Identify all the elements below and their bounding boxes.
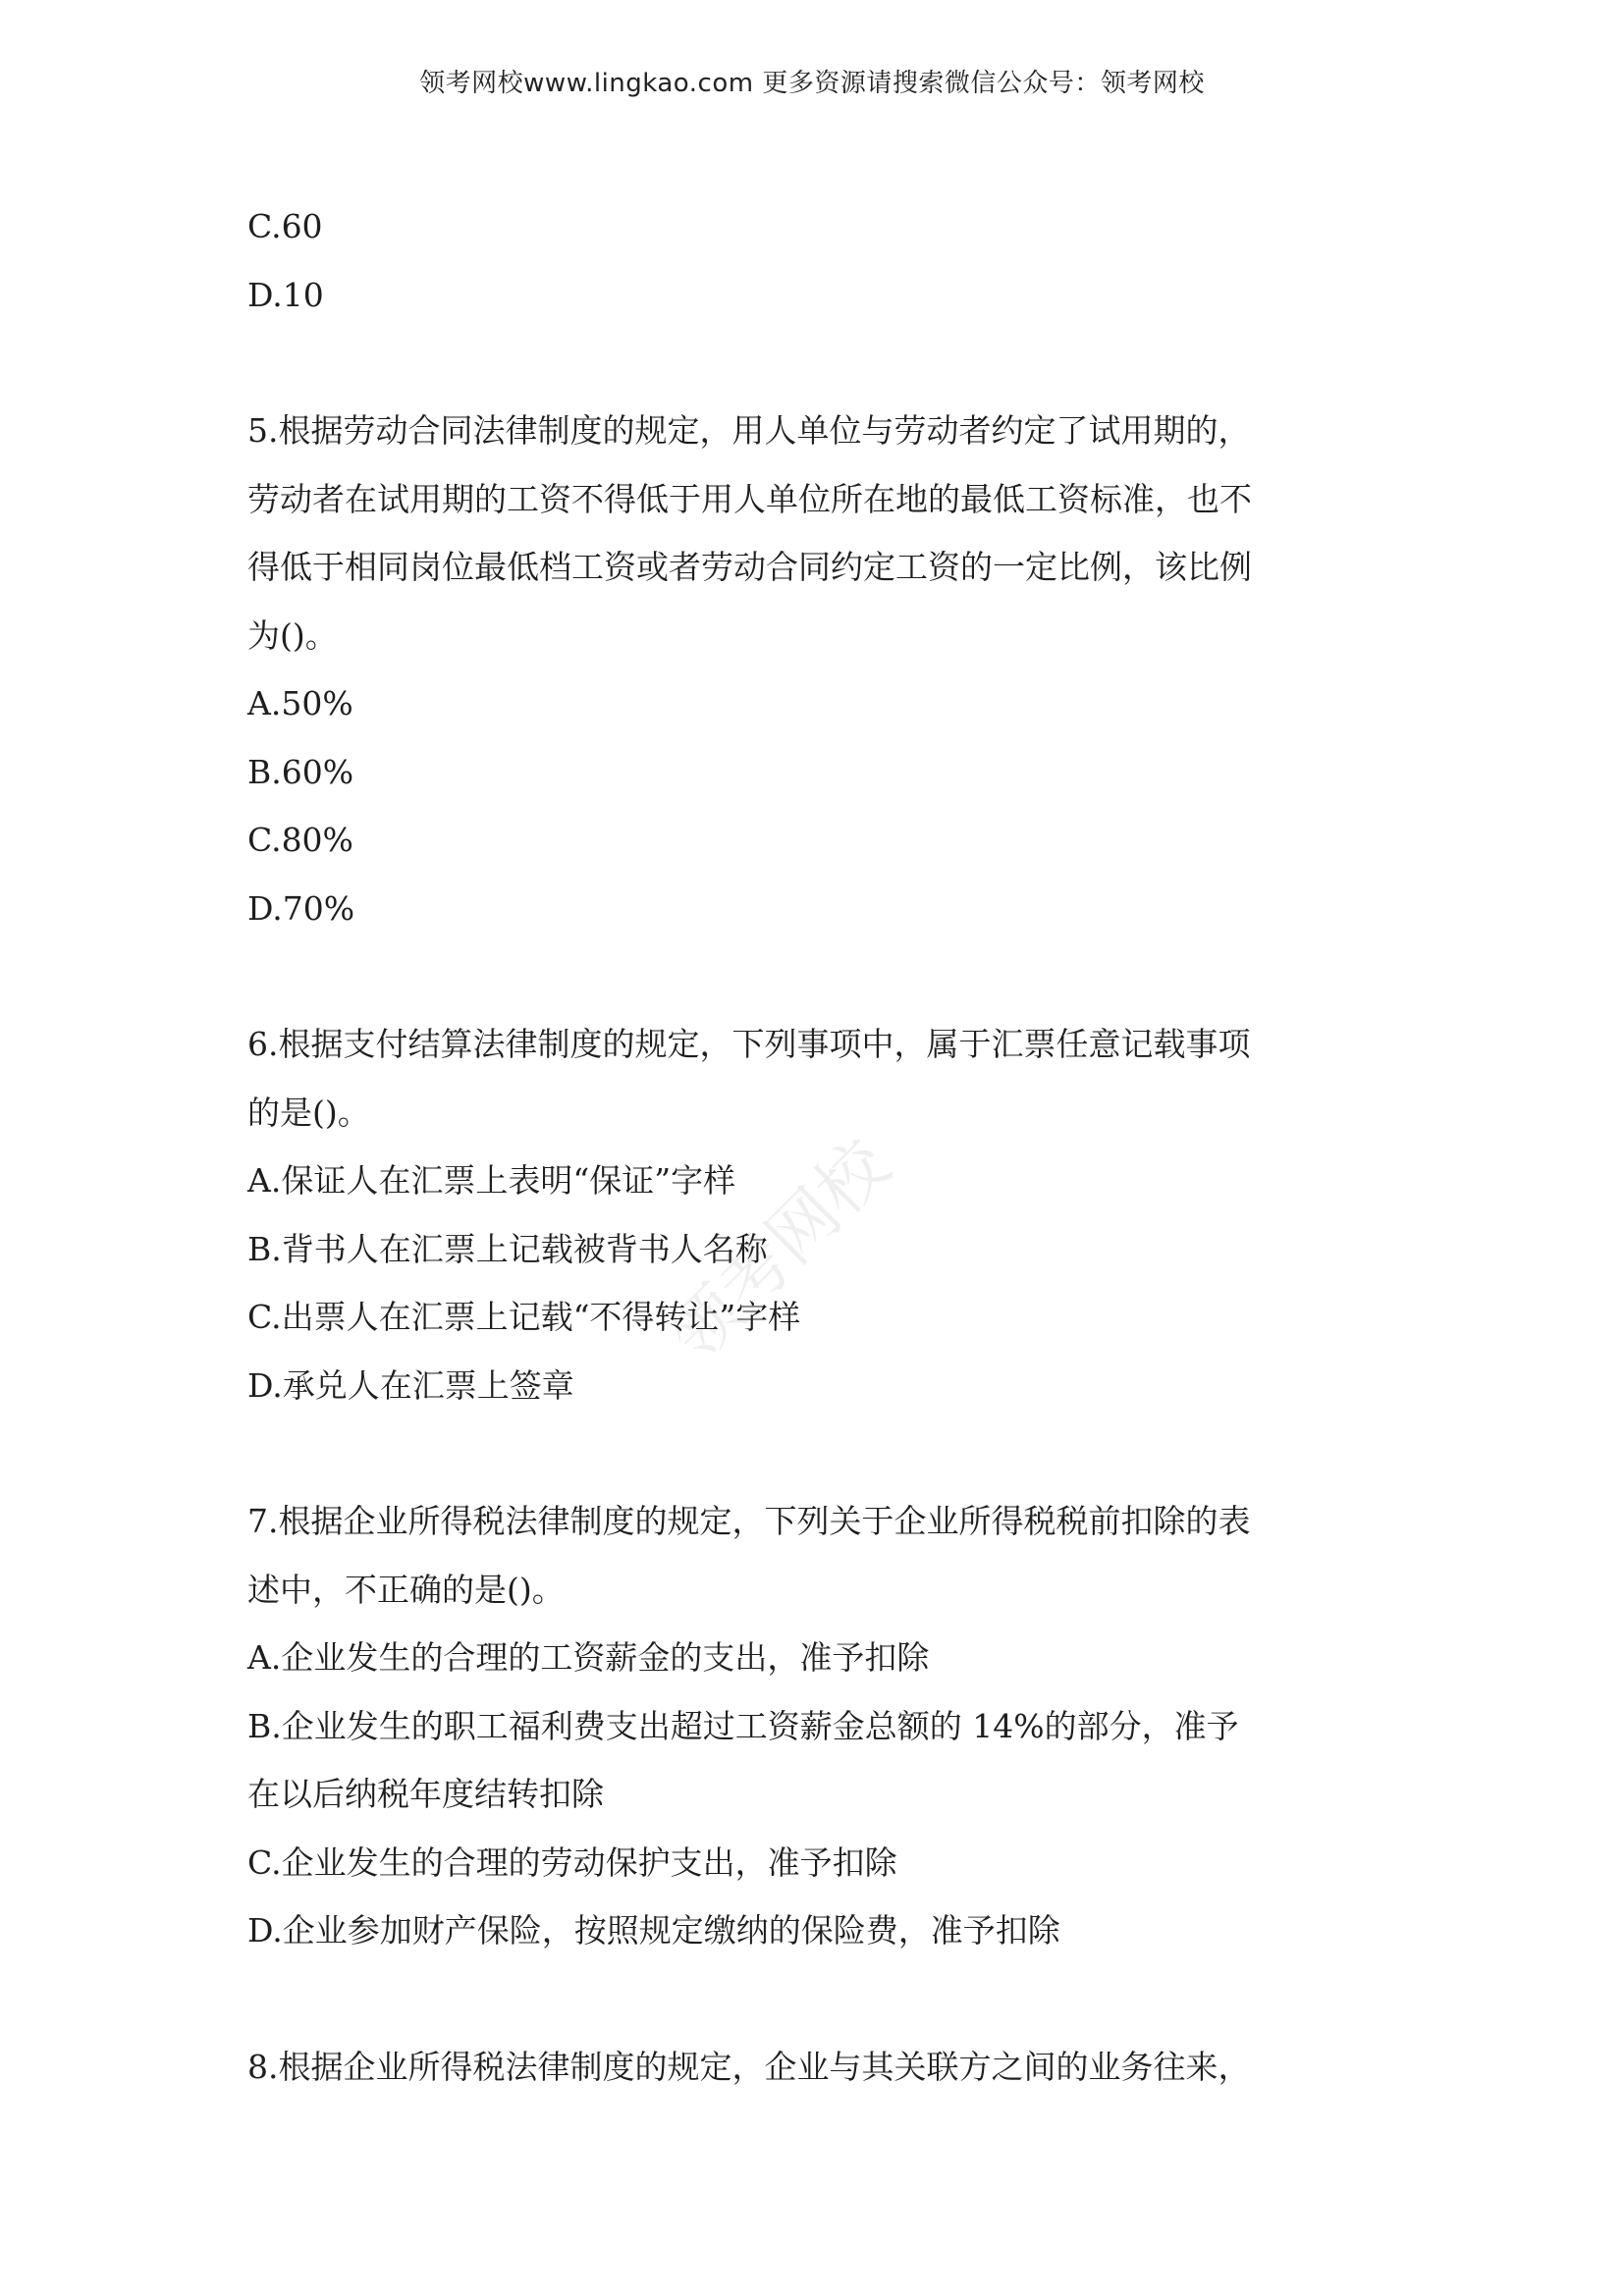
question-stem-line: 的是()。 xyxy=(247,1093,370,1132)
question-stem-line: 5.根据劳动合同法律制度的规定，用人单位与劳动者约定了试用期的， xyxy=(247,411,1251,450)
option-a: A.企业发生的合理的工资薪金的支出，准予扣除 xyxy=(247,1638,930,1677)
option-d: D.企业参加财产保险，按照规定缴纳的保险费，准予扣除 xyxy=(247,1911,1060,1949)
option-c: C.出票人在汇票上记载“不得转让”字样 xyxy=(247,1298,801,1336)
option-d: D.10 xyxy=(247,275,324,314)
option-b-continued: 在以后纳税年度结转扣除 xyxy=(247,1775,604,1813)
option-b: B.60% xyxy=(247,752,354,791)
question-stem-line: 7.根据企业所得税法律制度的规定，下列关于企业所得税税前扣除的表 xyxy=(247,1502,1251,1540)
question-5 xyxy=(247,397,1288,942)
option-a: A.50% xyxy=(247,684,353,722)
option-c: C.60 xyxy=(247,207,323,245)
option-b: B.背书人在汇票上记载被背书人名称 xyxy=(247,1229,768,1268)
question-stem-line: 述中，不正确的是()。 xyxy=(247,1570,565,1609)
question-7 xyxy=(247,1487,1288,1965)
option-c: C.80% xyxy=(247,821,353,859)
option-c: C.企业发生的合理的劳动保护支出，准予扣除 xyxy=(247,1842,897,1882)
question-stem-line: 8.根据企业所得税法律制度的规定，企业与其关联方之间的业务往来， xyxy=(247,2047,1251,2086)
question-6 xyxy=(247,1010,1288,1419)
option-d: D.承兑人在汇票上签章 xyxy=(247,1365,574,1405)
page-header: 领考网校www.lingkao.com 更多资源请搜索微信公众号：领考网校 xyxy=(419,69,1205,98)
svg-text:领考网校: 领考网校 xyxy=(653,1124,905,1376)
question-stem-line: 为()。 xyxy=(247,615,338,655)
question-4-options-tail xyxy=(247,192,1288,329)
question-stem-line: 得低于相同岗位最低档工资或者劳动合同约定工资的一定比例，该比例 xyxy=(247,548,1252,586)
question-stem-line: 6.根据支付结算法律制度的规定，下列事项中，属于汇票任意记载事项 xyxy=(247,1025,1251,1063)
question-stem-line: 劳动者在试用期的工资不得低于用人单位所在地的最低工资标准，也不 xyxy=(247,479,1252,518)
option-b: B.企业发生的职工福利费支出超过工资薪金总额的 14%的部分，准予 xyxy=(247,1706,1239,1745)
document-body xyxy=(247,192,1288,2101)
question-8 xyxy=(247,2033,1288,2102)
option-d: D.70% xyxy=(247,888,355,928)
option-a: A.保证人在汇票上表明“保证”字样 xyxy=(247,1161,736,1200)
